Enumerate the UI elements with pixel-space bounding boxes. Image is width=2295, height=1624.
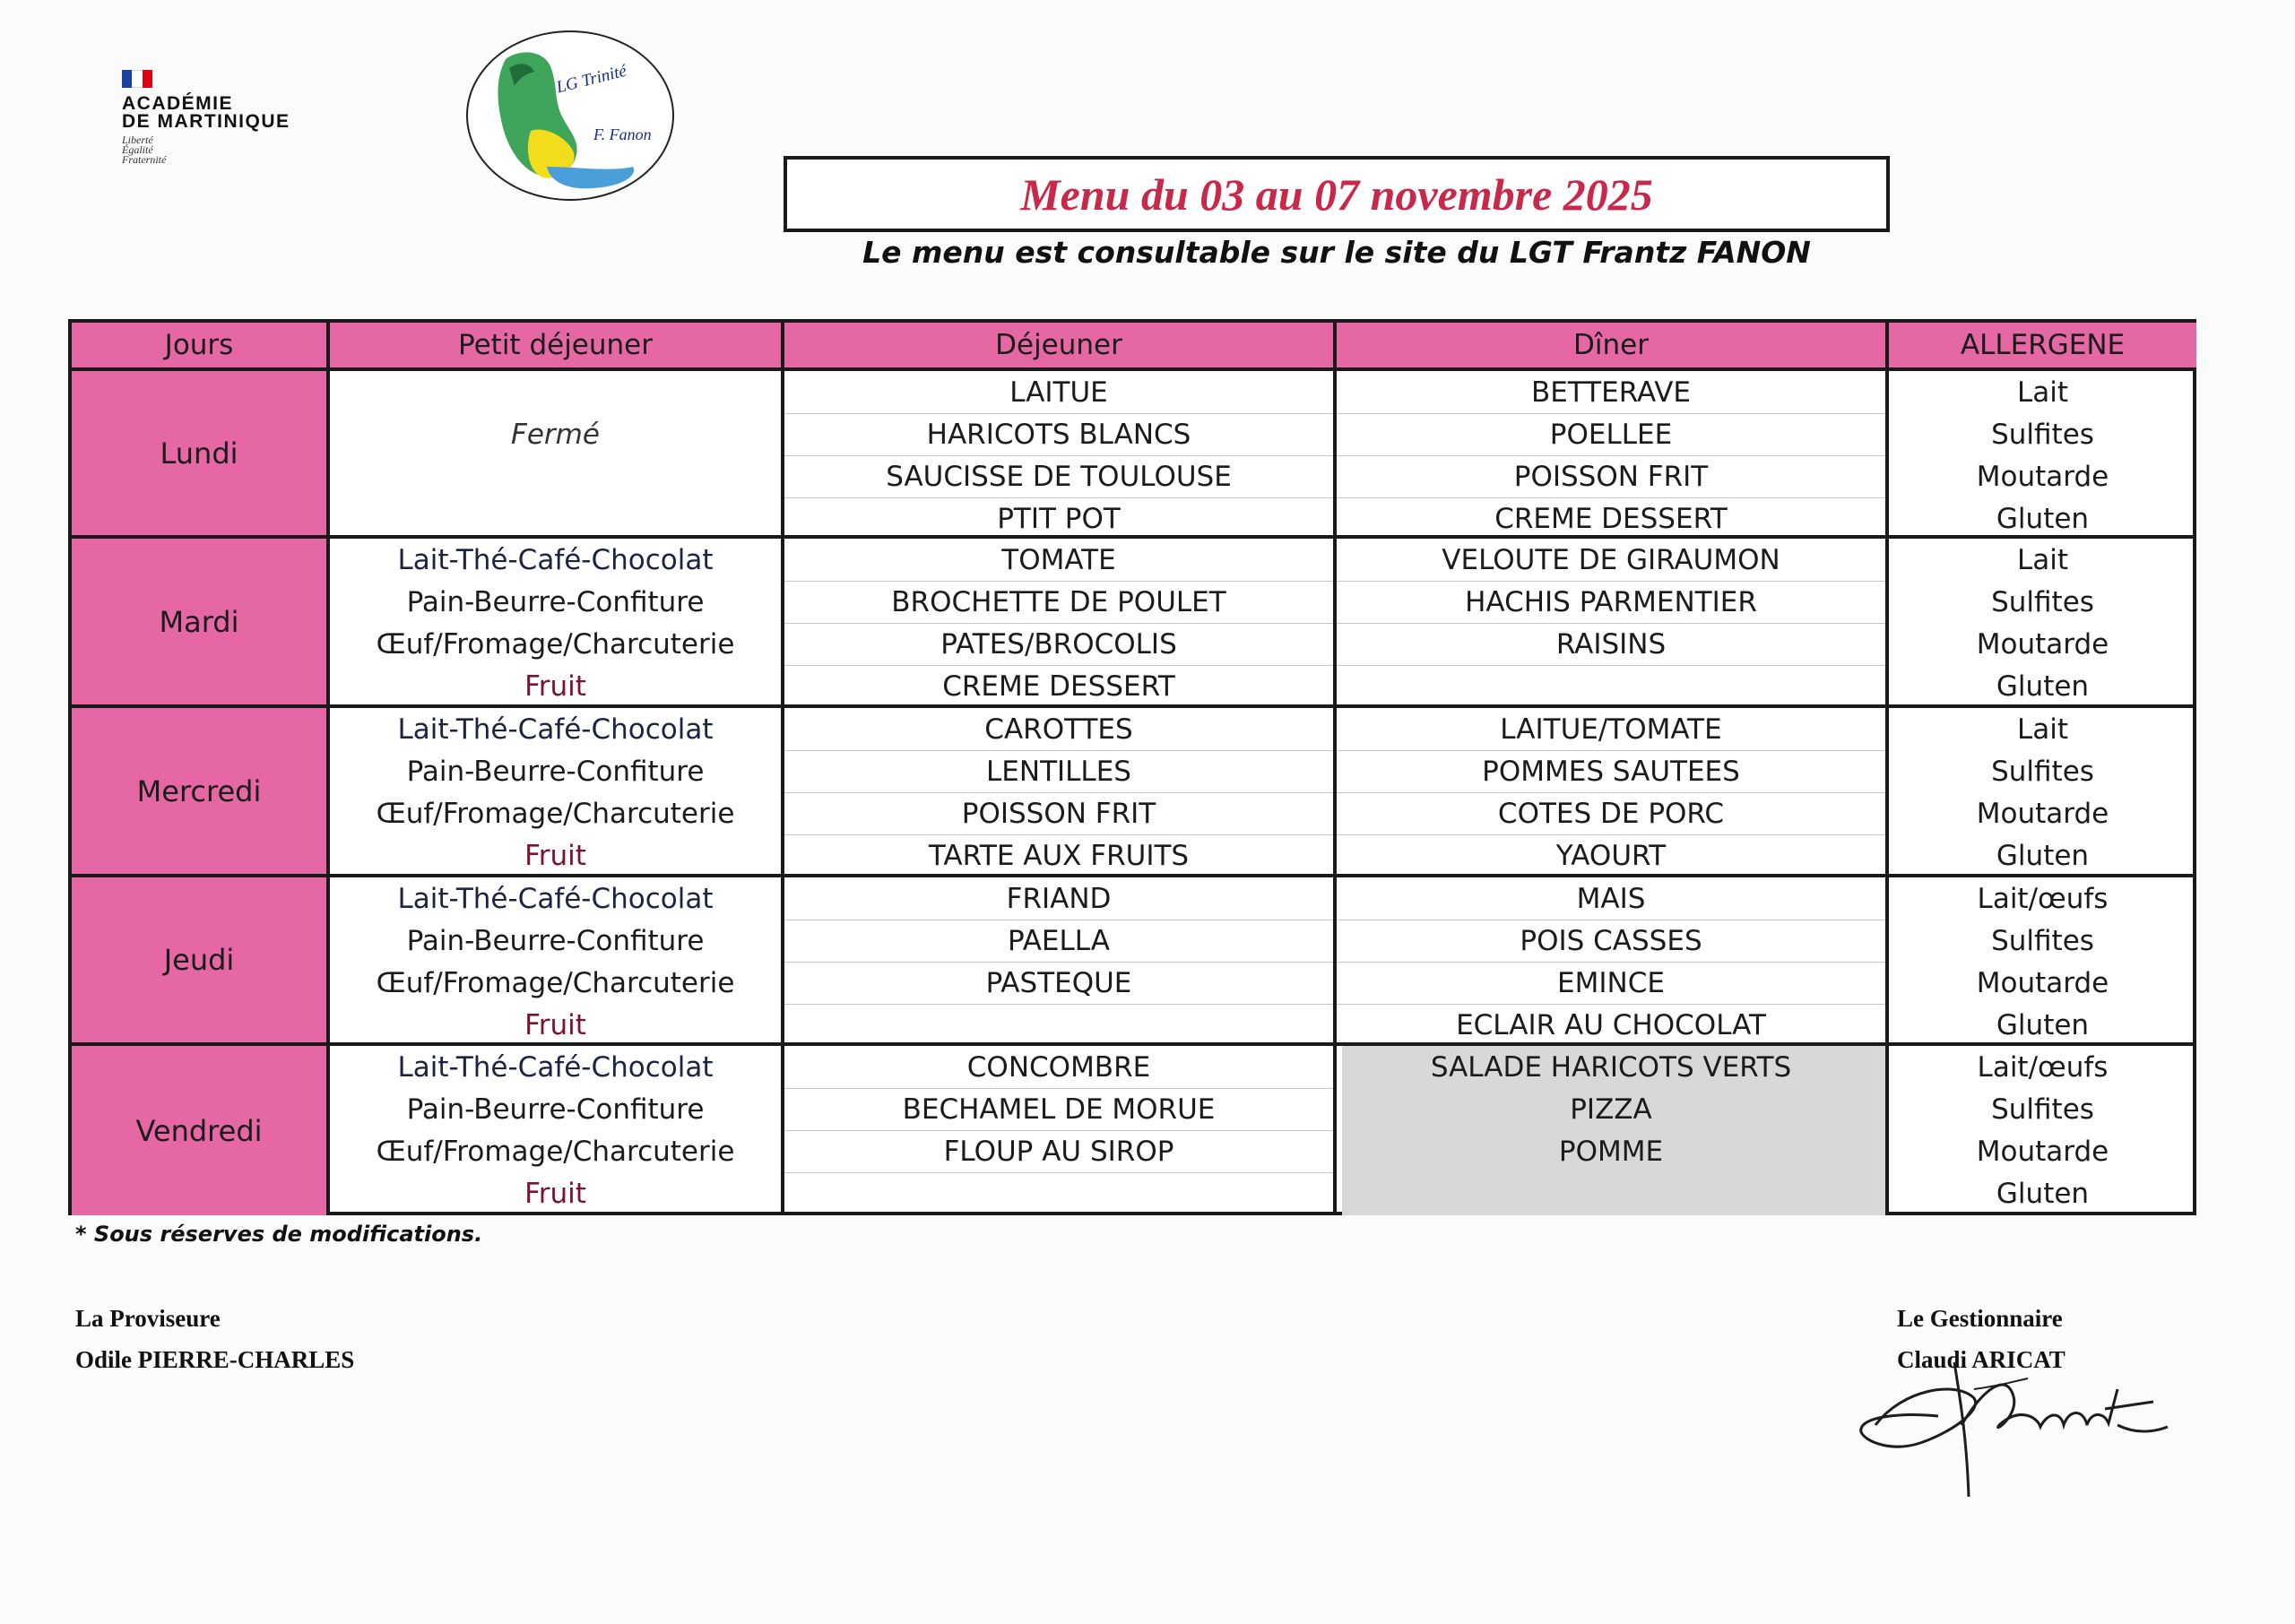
lunch-vendredi-item-3: FLOUP AU SIROP [943, 1135, 1174, 1168]
day-cell-jeudi: Jeudi [72, 877, 326, 1042]
day-cell-lundi: Lundi [72, 371, 326, 535]
breakfast-mercredi-item-3: Œuf/Fromage/Charcuterie [376, 797, 735, 830]
proviseure-name: Odile PIERRE-CHARLES [75, 1346, 355, 1373]
academie-logo [122, 70, 290, 165]
allergen-lundi-4: Gluten [1996, 502, 2090, 535]
allergen-lundi-2: Sulfites [1991, 418, 2094, 451]
lunch-lundi-item-3: SAUCISSE DE TOULOUSE [886, 460, 1232, 493]
lunch-lundi-item-1: LAITUE [1009, 376, 1108, 409]
day-cell-vendredi: Vendredi [72, 1046, 326, 1215]
dinner-vendredi-item-2: PIZZA [1570, 1093, 1652, 1126]
breakfast-jeudi-item-2: Pain-Beurre-Confiture [406, 924, 705, 957]
allergen-vendredi-2: Sulfites [1991, 1093, 2094, 1126]
breakfast-vendredi-item-3: Œuf/Fromage/Charcuterie [376, 1135, 735, 1168]
allergen-jeudi-2: Sulfites [1991, 924, 2094, 957]
dinner-lundi-item-4: CREME DESSERT [1494, 502, 1728, 535]
dinner-lundi-item-3: POISSON FRIT [1513, 460, 1709, 493]
allergen-mercredi-2: Sulfites [1991, 755, 2094, 788]
lunch-jeudi-item-1: FRIAND [1006, 882, 1112, 915]
menu-table [68, 319, 2196, 1215]
breakfast-mercredi-item-2: Pain-Beurre-Confiture [406, 755, 705, 788]
breakfast-lundi-ferme: Fermé [511, 418, 600, 451]
page-title: Menu du 03 au 07 novembre 2025 [1020, 168, 1653, 220]
allergen-mardi-2: Sulfites [1991, 585, 2094, 618]
breakfast-vendredi-item-1: Lait-Thé-Café-Chocolat [397, 1050, 714, 1084]
lunch-jeudi-item-2: PAELLA [1008, 924, 1110, 957]
lunch-lundi-item-4: PTIT POT [997, 502, 1121, 535]
allergen-lundi-1: Lait [2016, 376, 2069, 409]
column-header-petit-dejeuner: Petit déjeuner [330, 323, 781, 367]
dinner-mardi-item-2: HACHIS PARMENTIER [1465, 585, 1757, 618]
academie-name-line2: DE MARTINIQUE [122, 111, 290, 132]
lunch-mardi-item-3: PATES/BROCOLIS [940, 627, 1177, 661]
lunch-mardi-item-1: TOMATE [1001, 543, 1116, 576]
island-map-icon [468, 32, 676, 203]
dinner-jeudi-item-2: POIS CASSES [1520, 924, 1702, 957]
logo-text-school: LG Trinité [554, 61, 628, 98]
dinner-lundi-item-2: POELLEE [1549, 418, 1673, 451]
allergen-mardi-1: Lait [2016, 543, 2069, 576]
dinner-mercredi-item-2: POMMES SAUTEES [1482, 755, 1740, 788]
breakfast-mardi-item-1: Lait-Thé-Café-Chocolat [397, 543, 714, 576]
day-cell-mardi: Mardi [72, 539, 326, 704]
dinner-mercredi-item-3: COTES DE PORC [1497, 797, 1725, 830]
dinner-jeudi-item-4: ECLAIR AU CHOCOLAT [1456, 1008, 1766, 1041]
lunch-mercredi-item-4: TARTE AUX FRUITS [928, 839, 1190, 872]
breakfast-mercredi-item-4: Fruit [524, 839, 586, 872]
marianne-flag-icon [122, 70, 152, 88]
motto-liberte: Liberté [122, 134, 153, 146]
dinner-mercredi-item-4: YAOURT [1555, 839, 1667, 872]
breakfast-mardi-item-2: Pain-Beurre-Confiture [406, 585, 705, 618]
allergen-vendredi-4: Gluten [1996, 1177, 2090, 1210]
dinner-vendredi-item-1: SALADE HARICOTS VERTS [1430, 1050, 1792, 1084]
column-header-allergene: ALLERGENE [1889, 323, 2196, 367]
allergen-vendredi-3: Moutarde [1976, 1135, 2109, 1168]
dinner-mardi-item-3: RAISINS [1555, 627, 1667, 661]
lunch-mercredi-item-2: LENTILLES [986, 755, 1131, 788]
allergen-jeudi-4: Gluten [1996, 1008, 2090, 1041]
footnote: * Sous réserves de modifications. [75, 1222, 483, 1247]
allergen-jeudi-1: Lait/œufs [1977, 882, 2109, 915]
lunch-jeudi-item-3: PASTEQUE [985, 966, 1132, 999]
gestionnaire-name: Claudi ARICAT [1897, 1346, 2066, 1373]
allergen-mardi-3: Moutarde [1976, 627, 2109, 661]
allergen-mardi-4: Gluten [1996, 669, 2090, 703]
dinner-mercredi-item-1: LAITUE/TOMATE [1500, 713, 1722, 746]
lunch-lundi-item-2: HARICOTS BLANCS [926, 418, 1191, 451]
breakfast-mardi-item-4: Fruit [524, 669, 586, 703]
breakfast-vendredi-item-4: Fruit [524, 1177, 586, 1210]
lunch-mardi-item-4: CREME DESSERT [942, 669, 1175, 703]
handwritten-signature [1849, 1326, 2180, 1515]
proviseure-role: La Proviseure [75, 1305, 221, 1332]
breakfast-mercredi-item-1: Lait-Thé-Café-Chocolat [397, 713, 714, 746]
column-header-diner: Dîner [1337, 323, 1885, 367]
lunch-mercredi-item-1: CAROTTES [984, 713, 1133, 746]
motto-egalite: Égalité [122, 143, 153, 156]
lunch-mardi-item-2: BROCHETTE DE POULET [891, 585, 1226, 618]
lunch-mercredi-item-3: POISSON FRIT [961, 797, 1156, 830]
allergen-mercredi-4: Gluten [1996, 839, 2090, 872]
allergen-mercredi-1: Lait [2016, 713, 2069, 746]
dinner-jeudi-item-1: MAIS [1576, 882, 1646, 915]
logo-text-fanon: F. Fanon [593, 125, 652, 143]
signature-block-proviseure [75, 1298, 354, 1380]
breakfast-mardi-item-3: Œuf/Fromage/Charcuterie [376, 627, 735, 661]
dinner-vendredi-item-3: POMME [1558, 1135, 1664, 1168]
allergen-mercredi-3: Moutarde [1976, 797, 2109, 830]
column-header-dejeuner: Déjeuner [784, 323, 1333, 367]
allergen-lundi-3: Moutarde [1976, 460, 2109, 493]
lunch-vendredi-item-1: CONCOMBRE [966, 1050, 1151, 1084]
dinner-lundi-item-1: BETTERAVE [1530, 376, 1692, 409]
breakfast-jeudi-item-4: Fruit [524, 1008, 586, 1041]
academie-name-line1: ACADÉMIE [122, 93, 234, 114]
breakfast-jeudi-item-3: Œuf/Fromage/Charcuterie [376, 966, 735, 999]
dinner-jeudi-item-3: EMINCE [1557, 966, 1665, 999]
page-subtitle: Le menu est consultable sur le site du LGT Frantz FANON [862, 235, 1811, 270]
allergen-vendredi-1: Lait/œufs [1977, 1050, 2109, 1084]
lunch-vendredi-item-2: BECHAMEL DE MORUE [902, 1093, 1216, 1126]
breakfast-vendredi-item-2: Pain-Beurre-Confiture [406, 1093, 705, 1126]
breakfast-jeudi-item-1: Lait-Thé-Café-Chocolat [397, 882, 714, 915]
day-cell-mercredi: Mercredi [72, 708, 326, 874]
title-box [784, 156, 1890, 232]
column-header-jours: Jours [72, 323, 326, 367]
allergen-jeudi-3: Moutarde [1976, 966, 2109, 999]
dinner-mardi-item-1: VELOUTE DE GIRAUMON [1442, 543, 1780, 576]
motto-fraternite: Fraternité [122, 153, 167, 166]
gestionnaire-role: Le Gestionnaire [1897, 1305, 2063, 1332]
school-logo [466, 30, 674, 201]
